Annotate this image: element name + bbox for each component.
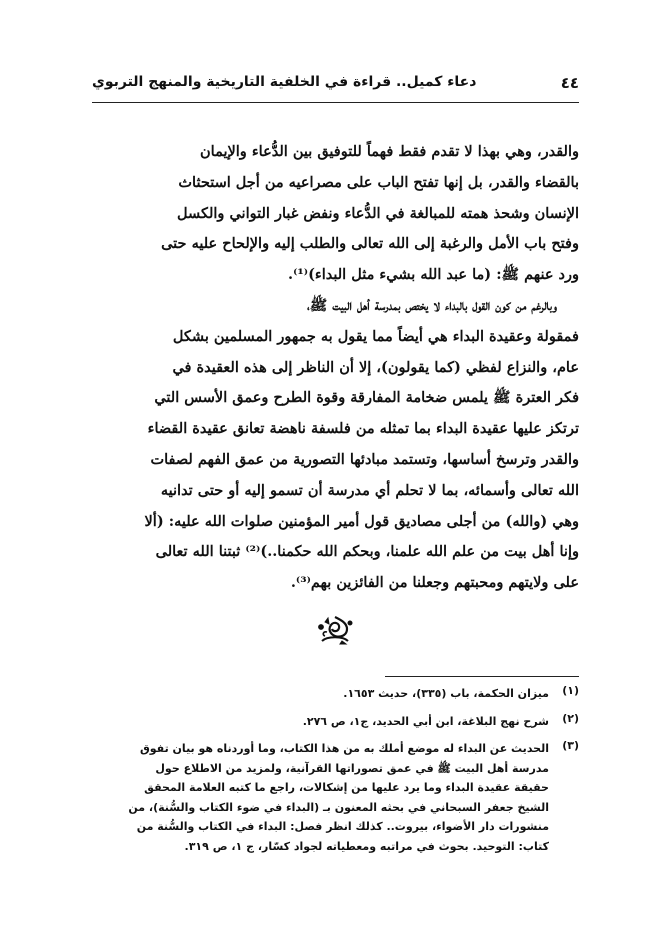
- footnote-line: كتاب: التوحيد. بحوث في مراتبه ومعطياته لجواد كسّار، ج ١، ص ٣١٩.: [184, 839, 549, 853]
- footnote-number: (٢): [562, 711, 579, 725]
- footnote: [92, 739, 579, 856]
- running-title: دعاء كميل.. قراءة في الخلفية التاريخية والمنهج التربوي: [92, 74, 477, 90]
- paragraph-2: [92, 291, 579, 599]
- text-line: بالقضاء والقدر، بل إنها تفتح الباب على مصراعيه من أجل استحثاث: [178, 173, 579, 191]
- footnote-line: ميزان الحكمة، باب (٣٣٥)، حديث ١٦٥٣.: [343, 687, 549, 700]
- paragraph-1: [92, 137, 579, 291]
- footnote: [92, 684, 579, 704]
- text-line: ورد عنهم ﷺ: (ما عبد الله بشيء مثل البداء)⁽¹⁾.: [288, 266, 579, 284]
- footnote-line: الحديث عن البداء له موضع أملك به من هذا الكتاب، وما أوردناه هو بيان تفوق: [139, 742, 549, 755]
- text-line: الله تعالى وأسمائه، بما لا تحلم أي مدرسة أن تسمو إليه أو حتى تدانيه: [160, 481, 579, 499]
- main-text: [92, 137, 579, 599]
- text-line: عام، والنزاع لفظي (كما يقولون)، إلا أن الناظر إلى هذه العقيدة في: [172, 358, 579, 376]
- end-of-section-flourish-icon: [313, 614, 357, 646]
- text-line: ترتكز عليها عقيدة البداء بما تمثله من فلسفة ناهضة تعانق عقيدة القضاء: [147, 420, 579, 438]
- footnotes: [92, 684, 579, 864]
- footnote-number: (٣): [562, 739, 579, 752]
- text-line: الإنسان وشحذ همته للمبالغة في الدُّعاء ونفض غبار التواني والكسل: [177, 204, 579, 222]
- text-line: فمقولة وعقيدة البداء هي أيضاً مما يقول به جمهور المسلمين بشكل: [172, 327, 579, 345]
- footnote: [92, 712, 579, 732]
- footnote-number: (١): [562, 684, 579, 697]
- footnote-rule: [385, 676, 579, 677]
- footnote-line: مدرسة أهل البيت ﷺ في عمق تصوراتها القرآنية، ولمزيد من الاطلاع حول: [155, 761, 549, 775]
- footnote-line: منشورات دار الأضواء، بيروت.. كذلك انظر فصل: البداء في الكتاب والسُّنة من: [136, 820, 549, 833]
- text-line: وهي (والله) من أجلى مصاديق قول أمير المؤمنين صلوات الله عليه: (ألا: [144, 512, 579, 530]
- footnote-line: الشيخ جعفر السبحاني في بحثه المعنون بـ (البداء في ضوء الكتاب والسُّنة)، من: [128, 800, 549, 814]
- text-line: والقدر، وهي بهذا لا تقدم فقط فهماً للتوفيق بين الدُّعاء والإيمان: [200, 143, 579, 160]
- footnote-line: شرح نهج البلاغة، ابن أبي الحديد، ج١، ص ٢٧٦.: [302, 714, 549, 728]
- page-header: [92, 71, 579, 95]
- text-line: والقدر وترسخ أساسها، وتستمد مبادئها التصورية من عمق الفهم لصفات: [150, 450, 579, 468]
- page-number: ٤٤: [560, 74, 579, 92]
- header-rule: [92, 102, 579, 103]
- text-line: وفتح باب الأمل والرغبة إلى الله تعالى والطلب إليه والإلحاح عليه حتى: [161, 235, 579, 253]
- text-line: وإنا أهل بيت من علم الله علمنا، وبحكم الله حكمنا..)⁽²⁾ ثبتنا الله تعالى: [155, 543, 579, 561]
- text-line: فكر العترة ﷺ يلمس ضخامة المفارقة وقوة الطرح وعمق الأسس التي: [154, 389, 579, 407]
- text-line: وبالرغم من كون القول بالبداء لا يختص بمدرسة أهل البيت ﷺ،: [307, 296, 557, 314]
- footnote-line: حقيقة عقيدة البداء وما يرد عليها من إشكالات، راجع ما كتبه العلامة المحقق: [144, 781, 549, 794]
- text-line: على ولايتهم ومحبتهم وجعلنا من الفائزين بهم⁽³⁾.: [290, 574, 579, 592]
